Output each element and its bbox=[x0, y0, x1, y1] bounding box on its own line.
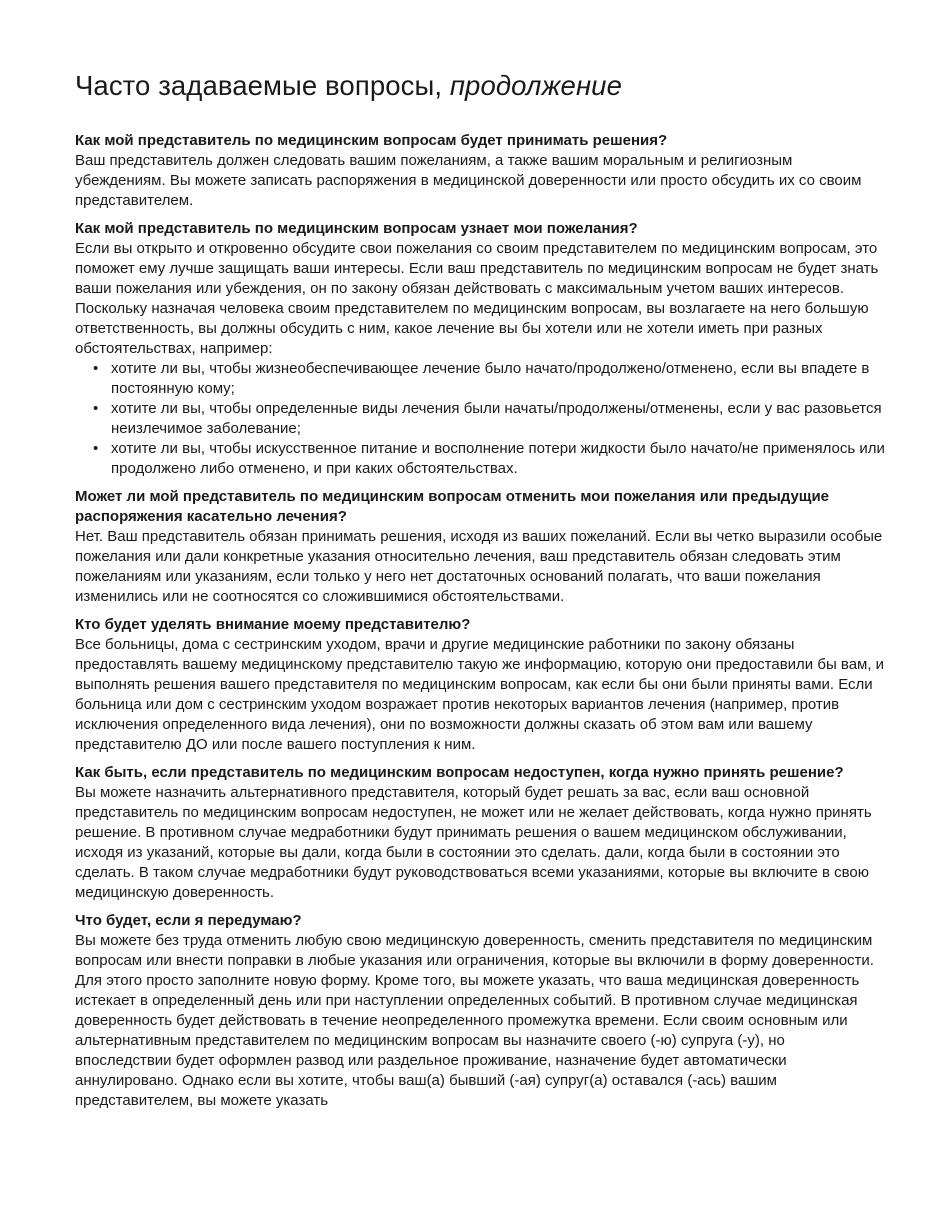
faq-answer: Все больницы, дома с сестринским уходом, врачи и другие медицинские работники по закону обязаны предоставлять вашему медицинскому представителю такую же информацию, которую они предоставили бы вам, и выполнять решения вашего представителя по медицинским вопросам, как если бы они были приняты вами. Если больница или дом с сестринским уходом возражает против некоторых вариантов лечения (например, против исключения определенного вида лечения), они по возможности должны сказать об этом вам или вашему представителю ДО или после вашего поступления к ним. bbox=[75, 636, 885, 753]
list-item-text: хотите ли вы, чтобы определенные виды лечения были начаты/продолжены/отменены, если у вас разовьется неизлечимое заболевание; bbox=[111, 400, 882, 437]
faq-question: Кто будет уделять внимание моему представителю? bbox=[75, 616, 471, 633]
list-item-text: хотите ли вы, чтобы жизнеобеспечивающее лечение было начато/продолжено/отменено, если вы впадете в постоянную кому; bbox=[111, 360, 870, 397]
page-title-italic: продолжение bbox=[449, 70, 622, 101]
faq-answer: Ваш представитель должен следовать вашим пожеланиям, а также вашим моральным и религиозным убеждениям. Вы можете записать распоряжения в медицинской доверенности или просто обсудить их со своим представителем. bbox=[75, 152, 862, 209]
page-title bbox=[75, 68, 885, 104]
list-item bbox=[93, 439, 885, 479]
bullet-icon: • bbox=[93, 400, 99, 417]
faq-question: Как мой представитель по медицинским вопросам будет принимать решения? bbox=[75, 132, 668, 149]
list-item bbox=[93, 359, 885, 399]
faq-item-unavailable bbox=[75, 763, 885, 903]
page-title-main: Часто задаваемые вопросы, bbox=[75, 70, 450, 101]
faq-item-decisions bbox=[75, 131, 885, 211]
faq-answer: Если вы открыто и откровенно обсудите свои пожелания со своим представителем по медицинским вопросам, это поможет ему лучше защищать ваши интересы. Если ваш представитель по медицинским вопросам не будет знать ваши пожелания или убеждения, он по закону обязан действовать с максимальным учетом ваших интересов. Поскольку назначая человека своим представителем по медицинским вопросам, вы возлагаете на него большую ответственность, вы должны обсудить с ним, какое лечение вы бы хотели или не хотели иметь при разных обстоятельствах, например: bbox=[75, 240, 879, 357]
faq-question: Как быть, если представитель по медицинским вопросам недоступен, когда нужно принять решение? bbox=[75, 764, 844, 781]
faq-item-wishes bbox=[75, 219, 885, 479]
faq-bullet-list bbox=[75, 359, 885, 479]
faq-item-override bbox=[75, 487, 885, 607]
faq-answer: Нет. Ваш представитель обязан принимать решения, исходя из ваших пожеланий. Если вы четко выразили особые пожелания или дали конкретные указания относительно лечения, ваш представитель обязан следовать этим пожеланиям или указаниям, если только у него нет достаточных оснований полагать, что ваши пожелания изменились или не соотносятся со сложившимися обстоятельствами. bbox=[75, 528, 883, 605]
list-item-text: хотите ли вы, чтобы искусственное питание и восполнение потери жидкости было начато/не применялось или продолжено либо отменено, и при каких обстоятельствах. bbox=[111, 440, 885, 477]
faq-question: Что будет, если я передумаю? bbox=[75, 912, 302, 929]
faq-answer: Вы можете без труда отменить любую свою медицинскую доверенность, сменить представителя по медицинским вопросам или внести поправки в любые указания или ограничения, которые вы включили в форму доверенности. Для этого просто заполните новую форму. Кроме того, вы можете указать, что ваша медицинская доверенность истекает в определенный день или при наступлении определенных событий. В противном случае медицинская доверенность будет действовать в течение неопределенного промежутка времени. Если своим основным или альтернативным представителем по медицинским вопросам вы назначите своего (-ю) супруга (-у), но впоследствии будет оформлен развод или раздельное проживание, назначение будет автоматически аннулировано. Однако если вы хотите, чтобы ваш(а) бывший (-ая) супруг(а) оставался (-ась) вашим представителем, вы можете указать bbox=[75, 932, 874, 1109]
faq-item-attention bbox=[75, 615, 885, 755]
faq-answer: Вы можете назначить альтернативного представителя, который будет решать за вас, если ваш основной представитель по медицинским вопросам недоступен, не может или не желает действовать, когда нужно принять решение. В противном случае медработники будут принимать решения о вашем медицинском обслуживании, исходя из указаний, которые вы дали, когда были в состоянии это сделать. дали, когда были в состоянии это сделать. В таком случае медработники будут руководствоваться всеми указаниями, которые вы включите в свою медицинскую доверенность. bbox=[75, 784, 872, 901]
bullet-icon: • bbox=[93, 360, 99, 377]
document-page bbox=[75, 68, 885, 1119]
list-item bbox=[93, 399, 885, 439]
faq-item-change-mind bbox=[75, 911, 885, 1111]
faq-question: Может ли мой представитель по медицинским вопросам отменить мои пожелания или предыдущие распоряжения касательно лечения? bbox=[75, 488, 830, 525]
faq-question: Как мой представитель по медицинским вопросам узнает мои пожелания? bbox=[75, 220, 638, 237]
bullet-icon: • bbox=[93, 440, 99, 457]
